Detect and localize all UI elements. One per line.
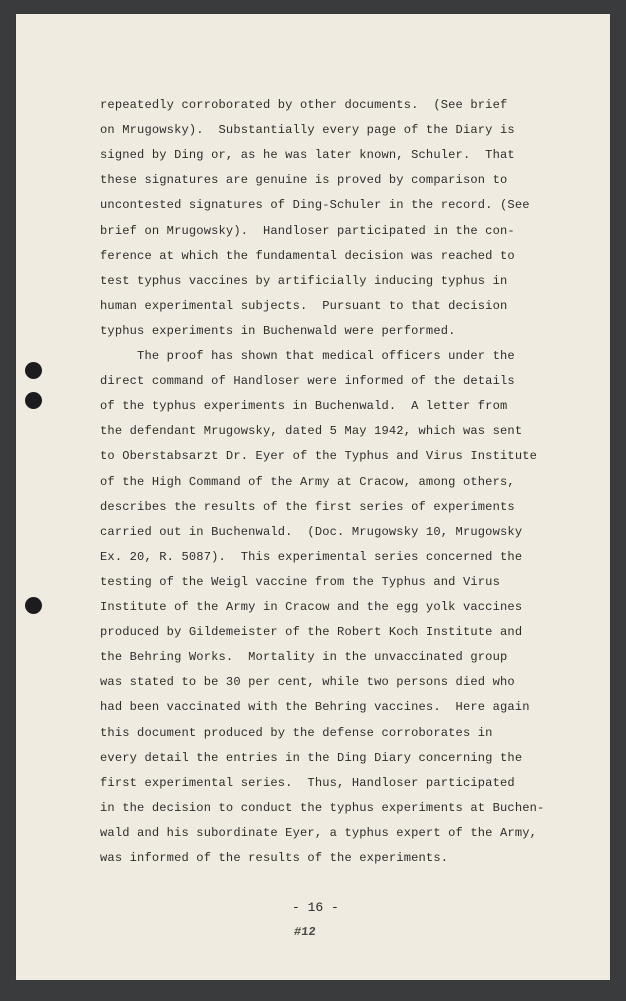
text-line: testing of the Weigl vaccine from the Typhus and Virus [100, 574, 501, 589]
punch-hole-bottom [25, 597, 42, 614]
text-line: test typhus vaccines by artificially inducing typhus in [100, 273, 508, 288]
text-line: the Behring Works. Mortality in the unvaccinated group [100, 650, 508, 665]
text-line: human experimental subjects. Pursuant to that decision [100, 298, 508, 313]
text-line: signed by Ding or, as he was later known, Schuler. That [100, 148, 515, 163]
text-line: on Mrugowsky). Substantially every page of the Diary is [100, 123, 515, 138]
document-page [16, 14, 610, 980]
text-line: produced by Gildemeister of the Robert Koch Institute and [100, 625, 523, 640]
text-line: of the High Command of the Army at Cracow, among others, [100, 474, 515, 489]
text-line: wald and his subordinate Eyer, a typhus expert of the Army, [100, 825, 538, 840]
text-line: had been vaccinated with the Behring vaccines. Here again [100, 700, 530, 715]
text-line: this document produced by the defense corroborates in [100, 725, 493, 740]
text-line: in the decision to conduct the typhus experiments at Buchen- [100, 800, 545, 815]
text-line: brief on Mrugowsky). Handloser participated in the con- [100, 223, 515, 238]
text-line: to Oberstabsarzt Dr. Eyer of the Typhus and Virus Institute [100, 449, 538, 464]
text-line: carried out in Buchenwald. (Doc. Mrugowsky 10, Mrugowsky [100, 524, 523, 539]
punch-hole-top [25, 362, 42, 379]
punch-hole-middle [25, 392, 42, 409]
text-line: direct command of Handloser were informed of the details [100, 374, 515, 389]
text-line: ference at which the fundamental decision was reached to [100, 248, 515, 263]
text-line: uncontested signatures of Ding-Schuler in the record. (See [100, 198, 530, 213]
text-line: Institute of the Army in Cracow and the egg yolk vaccines [100, 600, 523, 614]
text-line: first experimental series. Thus, Handloser participated [100, 775, 515, 790]
page-number: - 16 - [292, 900, 339, 915]
text-line: the defendant Mrugowsky, dated 5 May 1942, which was sent [100, 424, 523, 439]
handwritten-page-mark: #12 [293, 925, 317, 939]
text-line: of the typhus experiments in Buchenwald. A letter from [100, 399, 508, 414]
text-line: was informed of the results of the experiments. [100, 851, 449, 865]
text-line: repeatedly corroborated by other documents. (See brief [100, 98, 508, 112]
text-line: Ex. 20, R. 5087). This experimental series concerned the [100, 549, 523, 564]
text-line: describes the results of the first series of experiments [100, 499, 515, 514]
text-line: was stated to be 30 per cent, while two persons died who [100, 675, 515, 690]
text-line: typhus experiments in Buchenwald were performed. [100, 323, 456, 338]
text-line: The proof has shown that medical officers under the [100, 349, 515, 363]
text-line: these signatures are genuine is proved by comparison to [100, 173, 508, 188]
text-line: every detail the entries in the Ding Diary concerning the [100, 750, 523, 765]
